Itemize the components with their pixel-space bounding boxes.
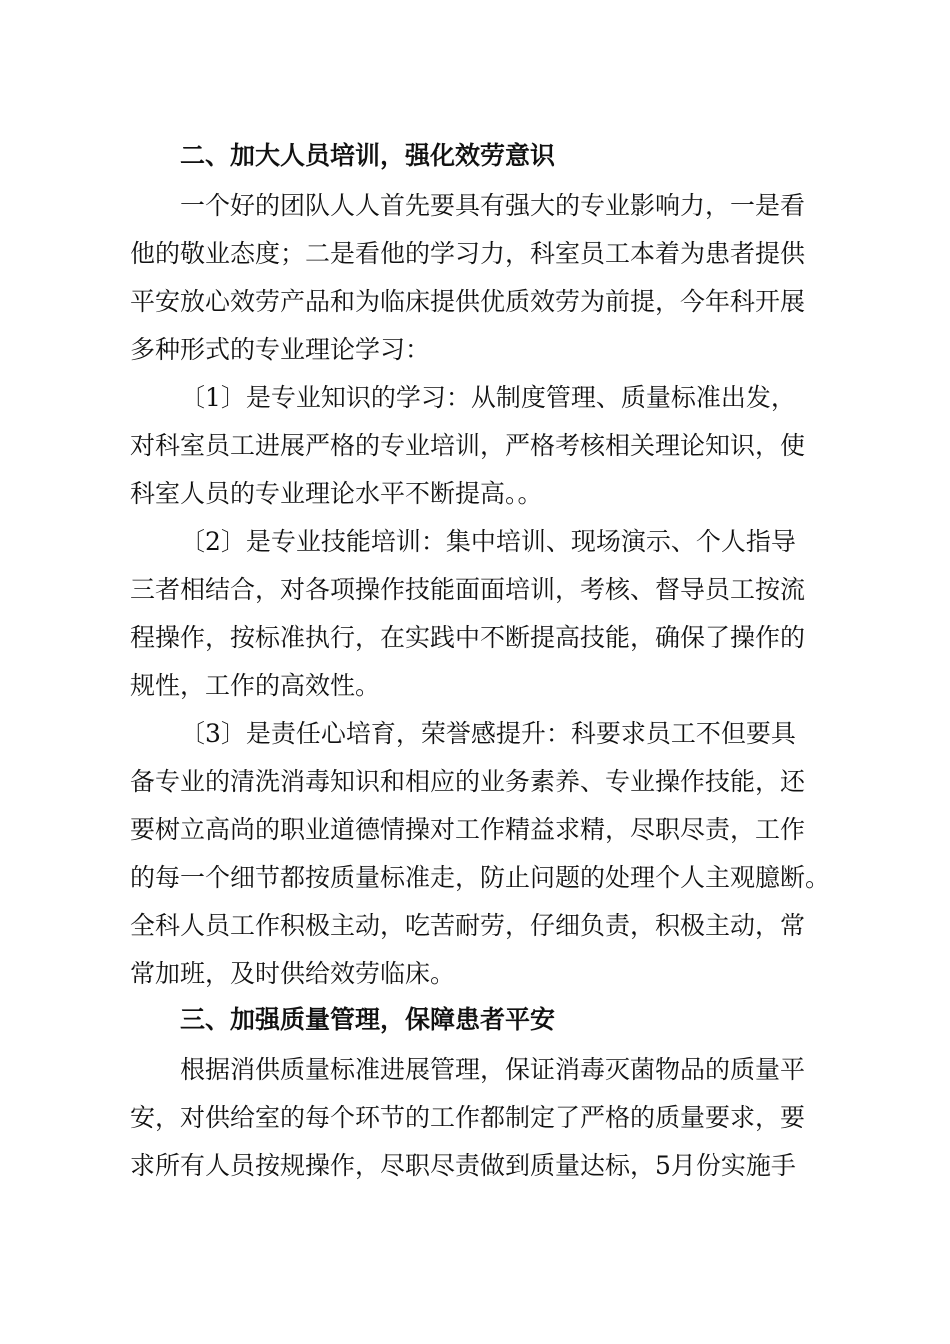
- paragraph-line: 他的敬业态度；二是看他的学习力，科室员工本着为患者提供: [130, 239, 806, 268]
- paragraph-line: 备专业的清洗消毒知识和相应的业务素养、专业操作技能，还: [130, 767, 806, 796]
- paragraph-line: 程操作，按标准执行，在实践中不断提高技能，确保了操作的: [130, 623, 806, 652]
- paragraph-line: 〔2〕是专业技能培训：集中培训、现场演示、个人指导: [180, 527, 796, 556]
- paragraph-line: 一个好的团队人人首先要具有强大的专业影响力，一是看: [180, 191, 806, 220]
- paragraph-line: 平安放心效劳产品和为临床提供优质效劳为前提，今年科开展: [130, 287, 806, 316]
- paragraph-line: 多种形式的专业理论学习：: [130, 335, 431, 364]
- section-heading: 二、加大人员培训，强化效劳意识: [180, 141, 556, 170]
- paragraph-line: 对科室员工进展严格的专业培训，严格考核相关理论知识，使: [130, 431, 806, 460]
- paragraph-line: 要树立高尚的职业道德情操对工作精益求精，尽职尽责，工作: [130, 815, 806, 844]
- paragraph-line: 全科人员工作积极主动，吃苦耐劳，仔细负责，积极主动，常: [130, 911, 806, 940]
- paragraph-line: 安，对供给室的每个环节的工作都制定了严格的质量要求，要: [130, 1103, 806, 1132]
- section-heading: 三、加强质量管理，保障患者平安: [180, 1005, 556, 1034]
- paragraph-line: 科室人员的专业理论水平不断提高。。: [130, 479, 543, 508]
- paragraph-line: 〔3〕是责任心培育，荣誉感提升：科要求员工不但要具: [180, 719, 796, 748]
- paragraph-line: 〔1〕是专业知识的学习：从制度管理、质量标准出发，: [180, 383, 796, 412]
- paragraph-line: 根据消供质量标准进展管理，保证消毒灭菌物品的质量平: [180, 1055, 806, 1084]
- paragraph-line: 三者相结合，对各项操作技能面面培训，考核、督导员工按流: [130, 575, 806, 604]
- paragraph-line: 求所有人员按规操作，尽职尽责做到质量达标，5月份实施手: [130, 1151, 796, 1180]
- paragraph-line: 规性，工作的高效性。: [130, 671, 381, 700]
- paragraph-line: 的每一个细节都按质量标准走，防止问题的处理个人主观臆断。: [130, 863, 831, 892]
- paragraph-line: 常加班，及时供给效劳临床。: [130, 959, 456, 988]
